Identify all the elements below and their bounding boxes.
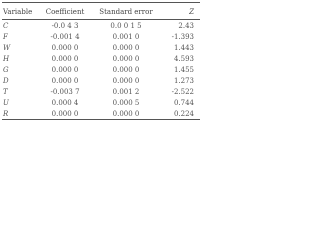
row-variable: D (3, 76, 9, 85)
row-z: 1.455 (173, 65, 194, 74)
row-standard-error: 0.001 2 (112, 87, 140, 96)
row-coefficient: 0.000 0 (51, 65, 79, 74)
row-standard-error: 0.000 0 (112, 43, 140, 52)
row-standard-error: 0.000 0 (112, 54, 140, 63)
row-z: 2.43 (178, 21, 194, 30)
row-standard-error: 0.000 5 (112, 98, 140, 107)
row-variable: W (3, 43, 11, 52)
row-coefficient: -0.001 4 (50, 32, 80, 41)
row-coefficient: 0.000 0 (51, 54, 79, 63)
row-z: 1.273 (173, 76, 194, 85)
table-row (2, 31, 200, 42)
table-header-row (2, 3, 200, 20)
table-row (2, 42, 200, 53)
regression-table (0, 2, 194, 118)
row-coefficient: 0.000 0 (51, 76, 79, 85)
table-row (2, 86, 200, 97)
table-row (2, 20, 200, 32)
row-standard-error: 0.000 0 (112, 65, 140, 74)
header-coefficient: Coefficient (38, 3, 92, 20)
row-z: 4.593 (173, 54, 194, 63)
table-row (2, 64, 200, 75)
row-coefficient: -0.0 4 3 (51, 21, 79, 30)
row-variable: C (3, 21, 9, 30)
row-standard-error: 0.000 0 (112, 76, 140, 85)
header-variable: Variable (2, 3, 38, 20)
row-standard-error: 0.001 0 (112, 32, 140, 41)
row-variable: F (3, 32, 8, 41)
row-variable: G (3, 65, 9, 74)
row-z: -1.393 (171, 32, 194, 41)
row-z: 0.224 (160, 108, 200, 120)
row-coefficient: 0.000 0 (38, 108, 92, 120)
row-variable: T (3, 87, 8, 96)
header-standard-error: Standard error (92, 3, 160, 20)
row-variable: U (3, 98, 9, 107)
table-row (2, 75, 200, 86)
row-coefficient: -0.003 7 (50, 87, 80, 96)
table-row (2, 53, 200, 64)
table-row (2, 108, 200, 120)
row-coefficient: 0.000 0 (51, 43, 79, 52)
header-z: Z (160, 3, 200, 20)
row-variable: H (3, 54, 10, 63)
row-standard-error: 0.0 0 1 5 (110, 21, 142, 30)
row-z: -2.522 (171, 87, 194, 96)
row-standard-error: 0.000 0 (92, 108, 160, 120)
row-variable: R (2, 108, 38, 120)
row-coefficient: 0.000 4 (51, 98, 79, 107)
coefficient-table (2, 2, 200, 120)
row-z: 0.744 (173, 98, 194, 107)
table-row (2, 97, 200, 108)
row-z: 1.443 (173, 43, 194, 52)
